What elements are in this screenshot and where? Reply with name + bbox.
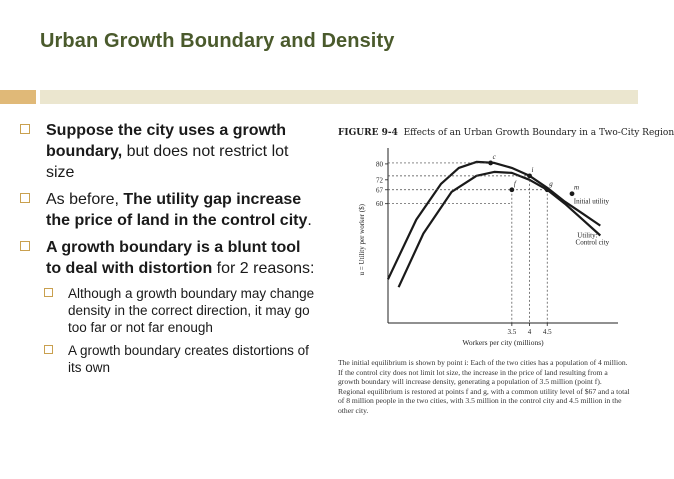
series-line-1	[388, 162, 600, 279]
square-bullet-icon	[20, 193, 30, 203]
point-c	[488, 161, 493, 166]
point-label-i: i	[531, 165, 534, 174]
y-axis-label: u = Utility per worker ($)	[358, 204, 366, 276]
point-label-f: f	[513, 179, 516, 188]
point-m	[570, 191, 575, 196]
utility-chart	[338, 138, 630, 363]
series-label-1: Initial utility	[573, 197, 609, 206]
bullet-2-tail: .	[307, 212, 312, 229]
point-f	[509, 187, 514, 192]
series-label-2b: Control city	[575, 238, 610, 247]
bullet-2-bold: The utility gap increase the price of land in the control city	[46, 191, 308, 229]
point-label-m: m	[574, 183, 580, 192]
series-label-2: Utility:	[577, 231, 598, 240]
bullet-2-normal: As before,	[46, 191, 124, 208]
bullet-item-3	[20, 237, 320, 279]
series-line-2	[399, 172, 601, 287]
square-bullet-icon	[20, 124, 30, 134]
x-axis-label: Workers per city (millions)	[462, 338, 544, 347]
bullet-list	[20, 120, 320, 382]
bullet-item-2	[20, 189, 320, 231]
figure-label: FIGURE 9-4	[338, 128, 398, 138]
square-bullet-icon	[44, 345, 53, 354]
y-tick-label: 72	[376, 176, 383, 185]
point-g	[545, 187, 550, 192]
sub-bullet-1	[20, 285, 320, 336]
x-tick-label: 4	[527, 328, 532, 336]
accent-bar-left	[0, 90, 36, 104]
x-tick-label: 3.5	[507, 328, 517, 336]
point-label-c: c	[492, 152, 496, 161]
x-tick-label: 4.5	[542, 328, 552, 336]
point-i	[527, 173, 532, 178]
y-tick-label: 80	[376, 160, 383, 169]
figure-title-text: Effects of an Urban Growth Boundary in a Two-City Region	[403, 128, 674, 138]
figure-panel	[338, 128, 674, 468]
bullet-3-normal: for 2 reasons:	[212, 260, 315, 277]
sub-bullet-2	[20, 342, 320, 376]
accent-bar-right	[40, 90, 638, 104]
square-bullet-icon	[44, 288, 53, 297]
sub-bullet-1-text: Although a growth boundary may change density in the correct direction, it may go too far or not far enough	[68, 286, 315, 335]
figure-title	[338, 128, 674, 138]
y-tick-label: 60	[376, 200, 383, 209]
bullet-1-normal: but does not restrict lot size	[46, 143, 289, 181]
point-label-g: g	[549, 179, 553, 188]
sub-bullet-2-text: A growth boundary creates distortions of its own	[68, 343, 309, 375]
bullet-1-bold: Suppose the city uses a growth boundary,	[46, 122, 287, 160]
figure-caption: The initial equilibrium is shown by point i: Each of the two cities has a population of 4 million. If the control city does not limit lot size, the increase in the price of land resulting from a growth boundary will increase density, generating a population of 3.5 million (point f). Regional equilibrium is restored at points f and g, with a common utility level of $67 and a total of 8 million people in the two cities, with 3.5 million in the control city and 4.5 million in the other city.	[338, 358, 630, 415]
slide-title: Urban Growth Boundary and Density	[40, 30, 395, 52]
y-tick-label: 67	[376, 186, 383, 195]
bullet-3-bold: A growth boundary is a blunt tool to deal with distortion	[46, 239, 301, 277]
square-bullet-icon	[20, 241, 30, 251]
bullet-item-1	[20, 120, 320, 183]
